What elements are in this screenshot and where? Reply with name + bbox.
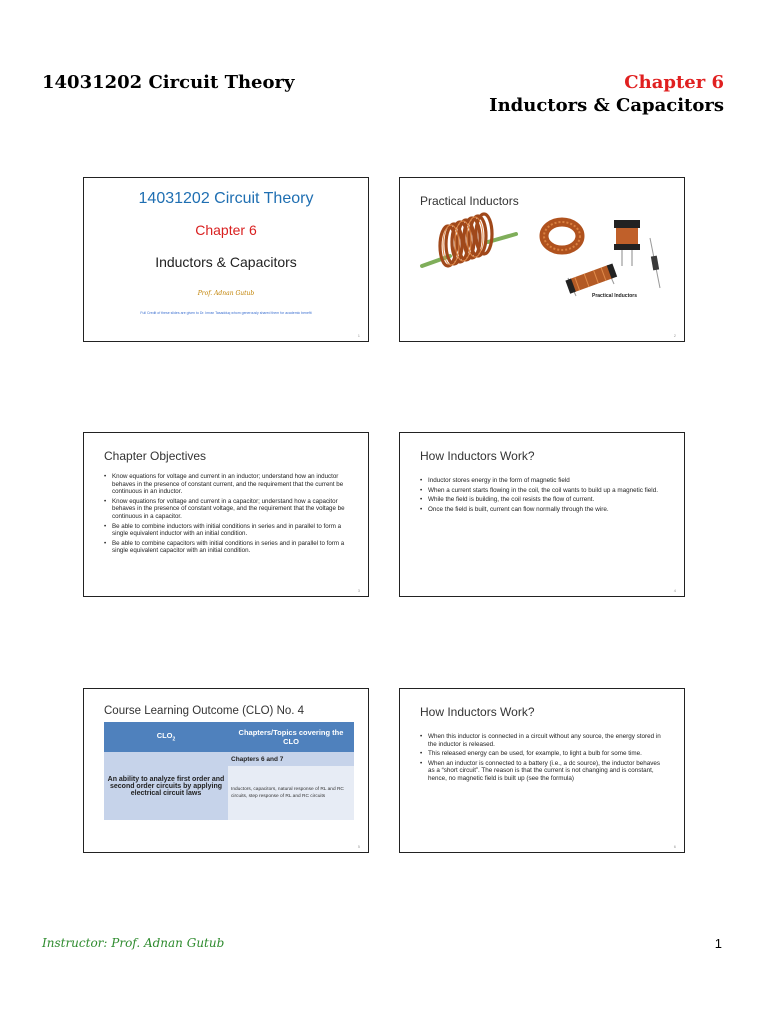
table-row — [104, 752, 354, 766]
slide4-title: How Inductors Work? — [420, 449, 535, 463]
slide5-title: Course Learning Outcome (CLO) No. 4 — [104, 705, 305, 717]
air-core-coil-image — [422, 214, 516, 266]
list-item: • Inductor stores energy in the form of magnetic field — [420, 477, 665, 485]
list-item: • Once the field is built, current can flow normally through the wire. — [420, 506, 665, 514]
slide1-title: 14031202 Circuit Theory — [138, 190, 314, 207]
slide-3 — [83, 432, 369, 597]
chapters-cell: Chapters 6 and 7 — [228, 752, 354, 766]
list-item: • When a current starts flowing in the coil, the coil wants to build up a magnetic field. — [420, 487, 665, 495]
slide2-title: Practical Inductors — [420, 194, 519, 208]
list-item: • Know equations for voltage and current in a capacitor; understand how a capacitor behaves in the presence of constant voltage, and the requirement that the voltage be continuous in a capacitor. — [104, 498, 354, 521]
list-item: • When this inductor is connected in a circuit without any source, the energy stored in the inductor is released. — [420, 733, 665, 748]
how-inductors-work-list — [420, 477, 665, 515]
clo-table — [104, 722, 354, 820]
list-item: • Know equations for voltage and current in an inductor; understand how an inductor behaves in the presence of constant current, and the requirement that the current be continuous in an inductor. — [104, 473, 354, 496]
slide-2 — [399, 177, 685, 342]
list-item: • Be able to combine inductors with initial conditions in series and in parallel to form a single equivalent inductor with an initial condition. — [104, 523, 354, 538]
slide-number: 4 — [673, 588, 676, 593]
slide3-title: Chapter Objectives — [104, 449, 207, 463]
instructor-footer: Instructor: Prof. Adnan Gutub — [42, 936, 225, 950]
topics-cell: Inductors, capacitors, natural response of RL and RC circuits, step response of RL and RC circuits — [228, 766, 354, 820]
slide-1 — [83, 177, 369, 342]
slide-number: 2 — [673, 333, 676, 338]
slide-number: 6 — [673, 844, 676, 849]
slide1-chapter: Chapter 6 — [195, 222, 257, 238]
slide6-title: How Inductors Work? — [420, 705, 535, 719]
slide-4 — [399, 432, 685, 597]
slide-5 — [83, 688, 369, 853]
slide-number: 5 — [357, 844, 360, 849]
axial-inductor-image — [650, 238, 660, 288]
list-item: • This released energy can be used, for example, to light a bulb for some time. — [420, 750, 665, 758]
topics-header: Chapters/Topics covering the CLO — [228, 722, 354, 752]
slide1-subtitle: Inductors & Capacitors — [155, 254, 297, 270]
list-item: • While the field is building, the coil resists the flow of current. — [420, 496, 665, 504]
slide-6 — [399, 688, 685, 853]
chapter-subtitle: Inductors & Capacitors — [489, 95, 724, 116]
chapter-number: Chapter 6 — [624, 72, 724, 93]
inductors-caption: Practical Inductors — [592, 293, 638, 299]
course-title: 14031202 Circuit Theory — [42, 72, 295, 93]
clo-description: An ability to analyze first order and second order circuits by applying electrical circuit laws — [104, 752, 228, 820]
slide1-credit: Full Credit of these slides are given to Dr. Imran Tasadduq whom generously shared them for academic benefit — [140, 311, 312, 315]
objectives-list — [104, 473, 354, 557]
list-item: • When an inductor is connected to a battery (i.e., a dc source), the inductor behaves as a “short circuit”. The reason is that the current is not changing and is constant, hence, no magnetic field is built up (see the formula) — [420, 760, 665, 783]
table-row — [104, 722, 354, 752]
toroid-inductor-image — [544, 222, 580, 250]
slide1-author: Prof. Adnan Gutub — [197, 290, 255, 297]
inductor-photos — [400, 178, 685, 342]
page-number: 1 — [714, 936, 722, 951]
rod-inductor-image — [565, 263, 617, 296]
list-item: • Be able to combine capacitors with initial conditions in series and in parallel to form a single equivalent capacitor with an initial condition. — [104, 540, 354, 555]
how-inductors-work-list-2 — [420, 733, 665, 785]
chapter-heading — [489, 72, 724, 118]
slide-number: 1 — [357, 333, 360, 338]
slide-number: 3 — [357, 588, 360, 593]
clo-header: $CLO_2$ — [104, 722, 228, 752]
drum-inductor-image — [614, 220, 640, 266]
